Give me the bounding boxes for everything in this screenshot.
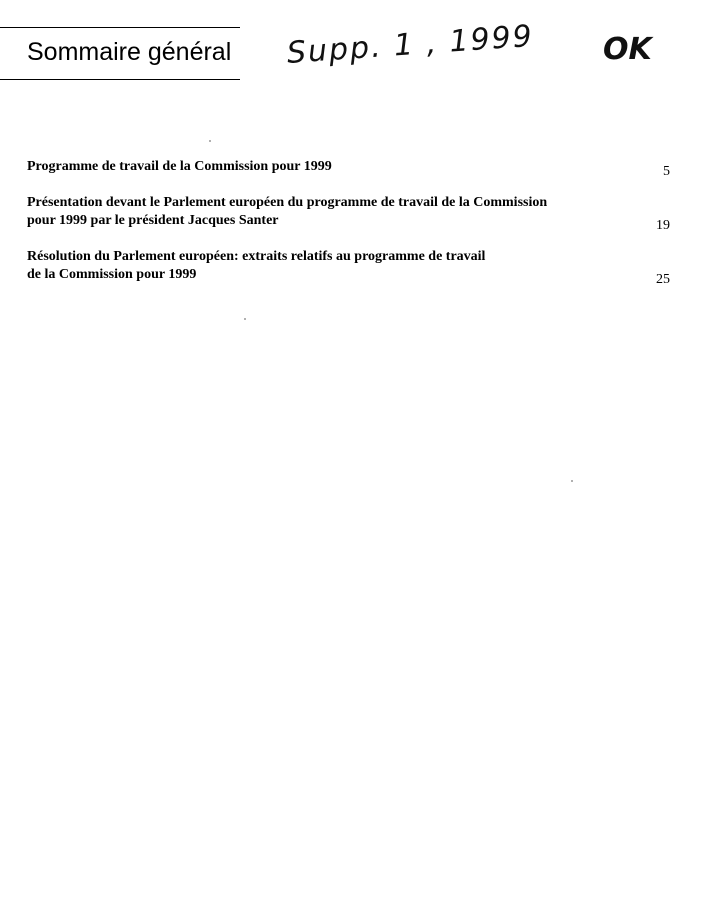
toc-entry-page-number: 5 xyxy=(663,164,670,179)
toc-entry-2 xyxy=(27,194,675,233)
toc-entry-title-line: Résolution du Parlement européen: extraits relatifs au programme de travail xyxy=(27,249,486,264)
toc-entry-title-line: Présentation devant le Parlement européen du programme de travail de la Commission xyxy=(27,195,548,210)
scan-speck xyxy=(244,318,246,320)
toc-entry-title xyxy=(27,248,567,284)
scan-speck xyxy=(571,480,573,482)
title-rule-bottom xyxy=(0,79,240,80)
toc-entry-page-number: 25 xyxy=(656,272,670,287)
title-rule-top xyxy=(0,27,240,28)
toc-entry-title-line: pour 1999 par le président Jacques Santer xyxy=(27,213,279,228)
toc-entry-title-line: de la Commission pour 1999 xyxy=(27,267,197,282)
toc-entry-title xyxy=(27,194,567,230)
toc-entry-title xyxy=(27,158,567,176)
page-title: Sommaire général xyxy=(27,38,232,66)
handwritten-ok-annotation: OK xyxy=(603,32,652,67)
toc-entry-title-line: Programme de travail de la Commission pour 1999 xyxy=(27,159,332,174)
table-of-contents xyxy=(27,158,675,302)
toc-entry-3 xyxy=(27,248,675,287)
scan-speck xyxy=(209,140,211,142)
toc-entry-page-number: 19 xyxy=(656,218,670,233)
handwritten-reference-annotation: Supp. 1 , 1999 xyxy=(285,18,535,71)
toc-entry-1 xyxy=(27,158,675,179)
